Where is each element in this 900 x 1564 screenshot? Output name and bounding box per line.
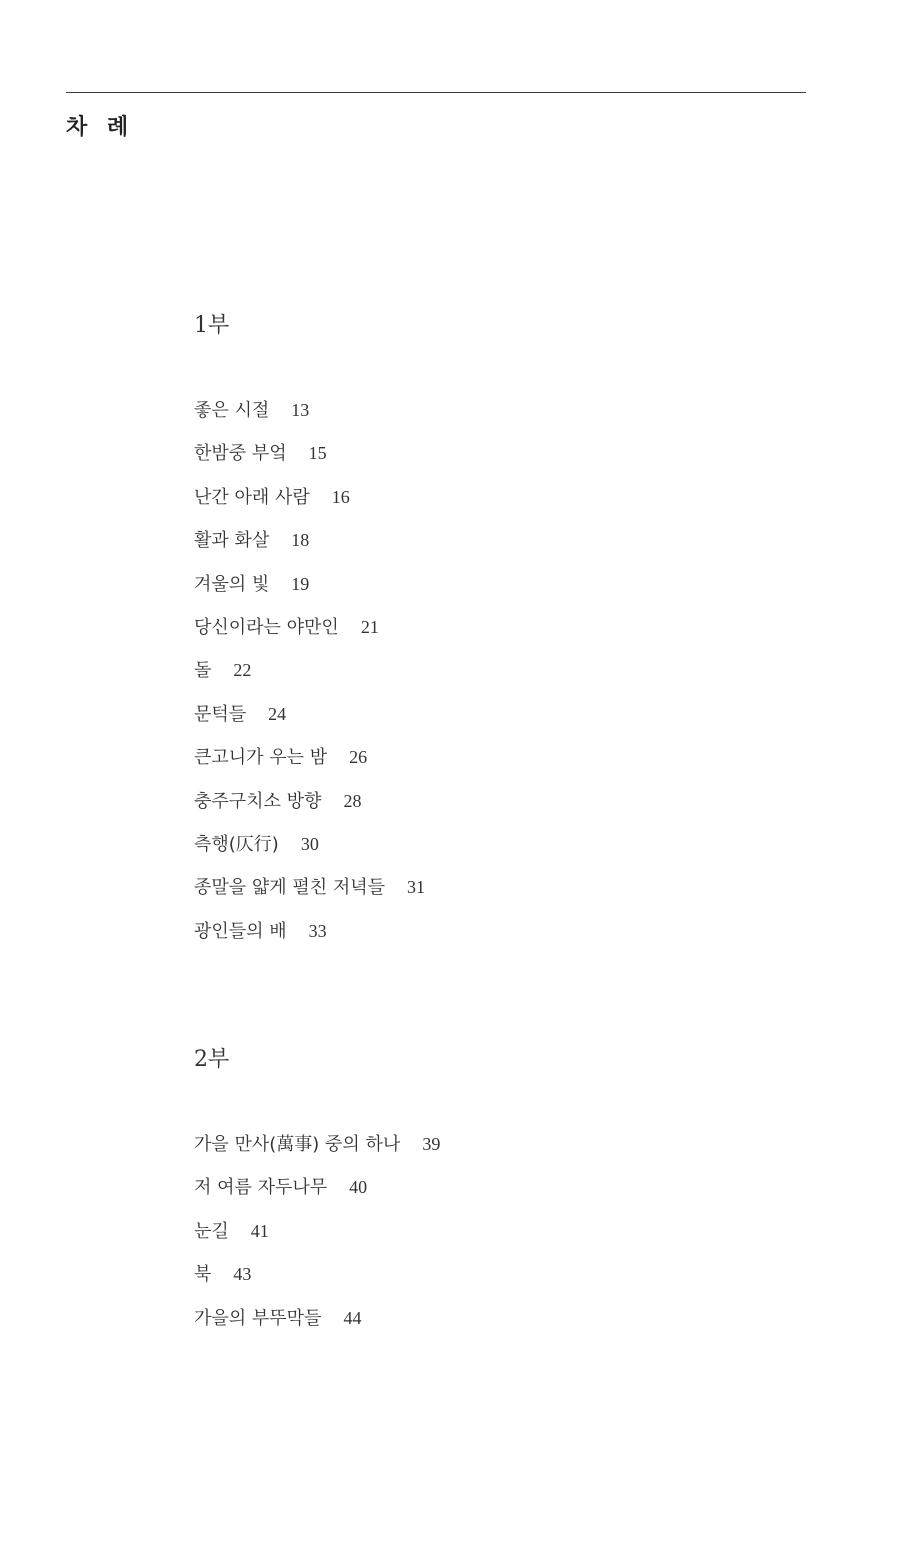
toc-entry-title: 활과 화살 bbox=[194, 530, 270, 552]
toc-entry-title: 측행(仄行) bbox=[194, 834, 279, 855]
top-rule bbox=[66, 92, 806, 93]
part-1-section bbox=[194, 308, 426, 942]
toc-entry bbox=[194, 526, 309, 552]
toc-entry-title: 돌 bbox=[194, 660, 212, 682]
toc-entry-title: 난간 아래 사람 bbox=[194, 486, 310, 508]
toc-entry-page: 43 bbox=[233, 1264, 252, 1285]
toc-entry-page: 44 bbox=[343, 1307, 362, 1328]
page-title: 차 례 bbox=[66, 115, 135, 140]
toc-entry-page: 41 bbox=[250, 1220, 269, 1241]
toc-entry-page: 19 bbox=[291, 573, 310, 594]
toc-entry-title: 큰고니가 우는 밤 bbox=[194, 747, 328, 769]
toc-entry-title: 저 여름 자두나무 bbox=[194, 1177, 328, 1199]
toc-entry bbox=[194, 570, 309, 596]
toc-entry-title: 좋은 시절 bbox=[194, 400, 270, 421]
toc-entry bbox=[194, 1130, 440, 1156]
toc-entry-title: 가을의 부뚜막들 bbox=[194, 1307, 322, 1329]
part-title: 2부 bbox=[194, 1047, 230, 1072]
toc-entry-title: 충주구치소 방향 bbox=[194, 790, 322, 812]
toc-entry-title: 당신이라는 야만인 bbox=[194, 617, 339, 638]
toc-entry bbox=[194, 787, 361, 813]
toc-entry-title: 한밤중 부엌 bbox=[194, 443, 287, 465]
toc-entry bbox=[194, 613, 379, 639]
toc-entry-page: 28 bbox=[343, 790, 362, 811]
toc-entry bbox=[194, 830, 319, 856]
toc-entry bbox=[194, 1260, 251, 1286]
toc-entry-page: 24 bbox=[268, 703, 287, 724]
toc-entry bbox=[194, 917, 327, 943]
toc-entry-page: 13 bbox=[291, 400, 310, 420]
toc-entry-title: 겨울의 빛 bbox=[194, 573, 270, 595]
toc-entry-page: 39 bbox=[422, 1134, 441, 1154]
toc-entry-title: 종말을 얇게 펼친 저녁들 bbox=[194, 877, 386, 899]
toc-entry-page: 22 bbox=[233, 660, 252, 681]
toc-entry-page: 15 bbox=[308, 443, 327, 464]
toc-entry bbox=[194, 439, 327, 465]
toc-entry-page: 16 bbox=[331, 486, 350, 507]
toc-entry-page: 33 bbox=[308, 920, 327, 941]
toc-entry bbox=[194, 873, 425, 899]
toc-entry bbox=[194, 656, 251, 682]
toc-entry-page: 21 bbox=[360, 617, 379, 637]
toc-entry bbox=[194, 1217, 269, 1243]
toc-entry-page: 30 bbox=[300, 834, 319, 854]
toc-entry-title: 눈길 bbox=[194, 1220, 229, 1242]
toc-entry-page: 18 bbox=[291, 530, 310, 551]
part-title: 1부 bbox=[194, 313, 230, 338]
toc-entry-title: 가을 만사(萬事) 중의 하나 bbox=[194, 1134, 401, 1155]
toc-entry bbox=[194, 1304, 361, 1330]
toc-entry-page: 31 bbox=[407, 877, 426, 898]
toc-entry bbox=[194, 1173, 367, 1199]
toc-entry bbox=[194, 396, 309, 422]
toc-entry bbox=[194, 700, 286, 726]
toc-entry bbox=[194, 743, 367, 769]
toc-entry-page: 26 bbox=[349, 747, 368, 768]
toc-entry bbox=[194, 483, 350, 509]
toc-entry-title: 북 bbox=[194, 1264, 212, 1286]
toc-entry-title: 광인들의 배 bbox=[194, 920, 287, 942]
toc-entry-page: 40 bbox=[349, 1177, 368, 1198]
toc-entry-title: 문턱들 bbox=[194, 703, 247, 725]
part-2-section bbox=[194, 1042, 441, 1329]
